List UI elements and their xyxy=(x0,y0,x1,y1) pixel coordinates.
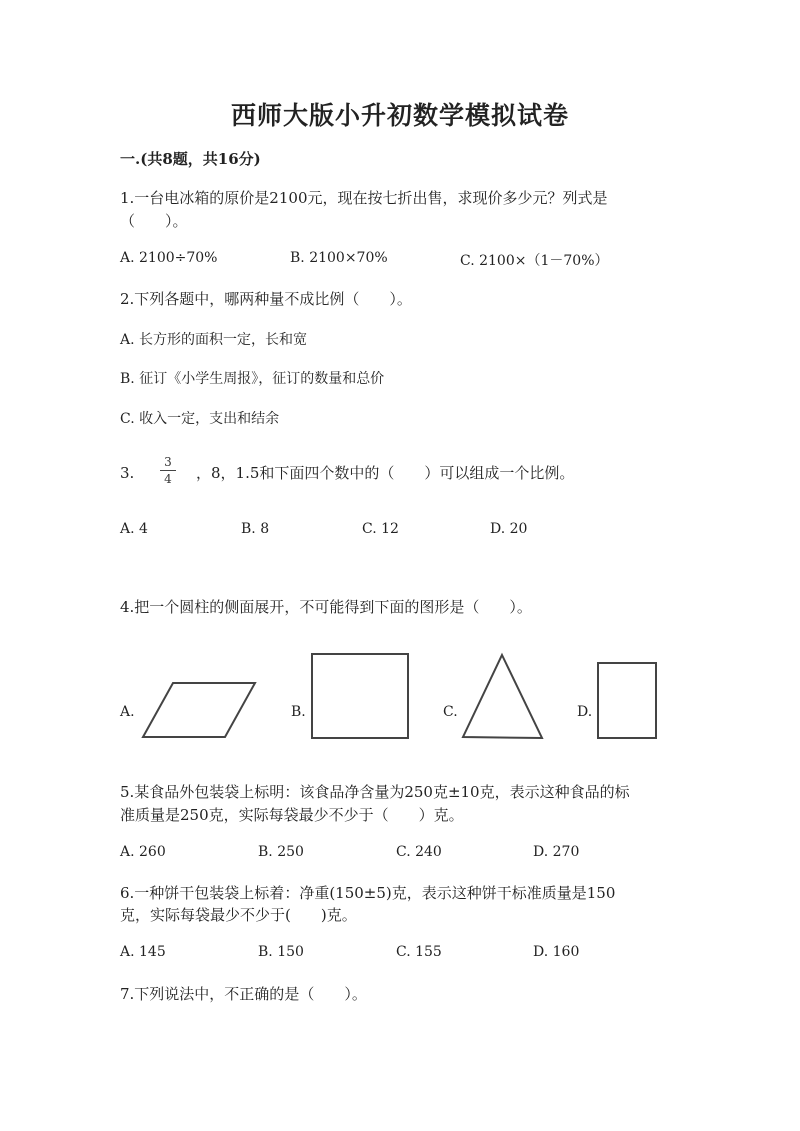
page-title: 西师大版小升初数学模拟试卷 xyxy=(230,101,569,130)
fraction-three-quarters xyxy=(160,455,176,486)
question-4-label-c: C. xyxy=(443,704,458,720)
question-3-option-c: C. 12 xyxy=(362,521,399,537)
question-3-number: 3. xyxy=(120,464,135,482)
question-2-option-c: C. 收入一定，支出和结余 xyxy=(120,411,280,427)
question-5-option-b: B. 250 xyxy=(258,844,304,860)
question-6-line-2: 克，实际每袋最少不少于( )克。 xyxy=(120,906,357,924)
parallelogram-icon xyxy=(140,678,260,742)
question-4-label-d: D. xyxy=(577,704,593,720)
question-1-line-2: （ ）。 xyxy=(120,212,188,230)
question-2-option-a: A. 长方形的面积一定，长和宽 xyxy=(120,332,308,348)
rectangle-icon xyxy=(595,661,659,741)
question-2-stem: 2.下列各题中，哪两种量不成比例（ ）。 xyxy=(120,290,412,308)
question-7-stem: 7.下列说法中，不正确的是（ ）。 xyxy=(120,985,367,1003)
question-3-stem: ，8，1.5和下面四个数中的（ ）可以组成一个比例。 xyxy=(196,464,575,482)
fraction-denominator: 4 xyxy=(164,472,172,486)
question-6-option-d: D. 160 xyxy=(533,944,580,960)
question-6-line-1: 6.一种饼干包装袋上标着：净重(150±5)克，表示这种饼干标准质量是150 xyxy=(120,884,616,902)
question-1-line-1: 1.一台电冰箱的原价是2100元，现在按七折出售，求现价多少元？列式是 xyxy=(120,189,608,207)
question-5-option-a: A. 260 xyxy=(120,844,166,860)
question-1-option-c: C. 2100×（1－70%） xyxy=(460,253,609,269)
question-5-option-c: C. 240 xyxy=(396,844,442,860)
section-heading: 一.(共8题，共16分) xyxy=(120,150,261,168)
question-4-stem: 4.把一个圆柱的侧面展开，不可能得到下面的图形是（ ）。 xyxy=(120,598,532,616)
question-5-line-2: 准质量是250克，实际每袋最少不少于（ ）克。 xyxy=(120,806,464,824)
question-5-line-1: 5.某食品外包装袋上标明：该食品净含量为250克±10克，表示这种食品的标 xyxy=(120,783,630,801)
question-3-option-d: D. 20 xyxy=(490,521,528,537)
question-1-option-b: B. 2100×70% xyxy=(290,250,388,266)
question-5-option-d: D. 270 xyxy=(533,844,580,860)
question-1-option-a: A. 2100÷70% xyxy=(120,250,218,266)
fraction-numerator: 3 xyxy=(164,455,172,469)
question-3-option-a: A. 4 xyxy=(120,521,148,537)
question-6-option-b: B. 150 xyxy=(258,944,304,960)
square-icon xyxy=(310,652,412,740)
question-4-label-b: B. xyxy=(291,704,306,720)
question-2-option-b: B. 征订《小学生周报》，征订的数量和总价 xyxy=(120,371,385,387)
question-6-option-c: C. 155 xyxy=(396,944,442,960)
question-3-option-b: B. 8 xyxy=(241,521,270,537)
fraction-bar xyxy=(160,470,176,471)
question-4-label-a: A. xyxy=(120,704,135,720)
triangle-icon xyxy=(460,652,546,742)
question-6-option-a: A. 145 xyxy=(120,944,166,960)
